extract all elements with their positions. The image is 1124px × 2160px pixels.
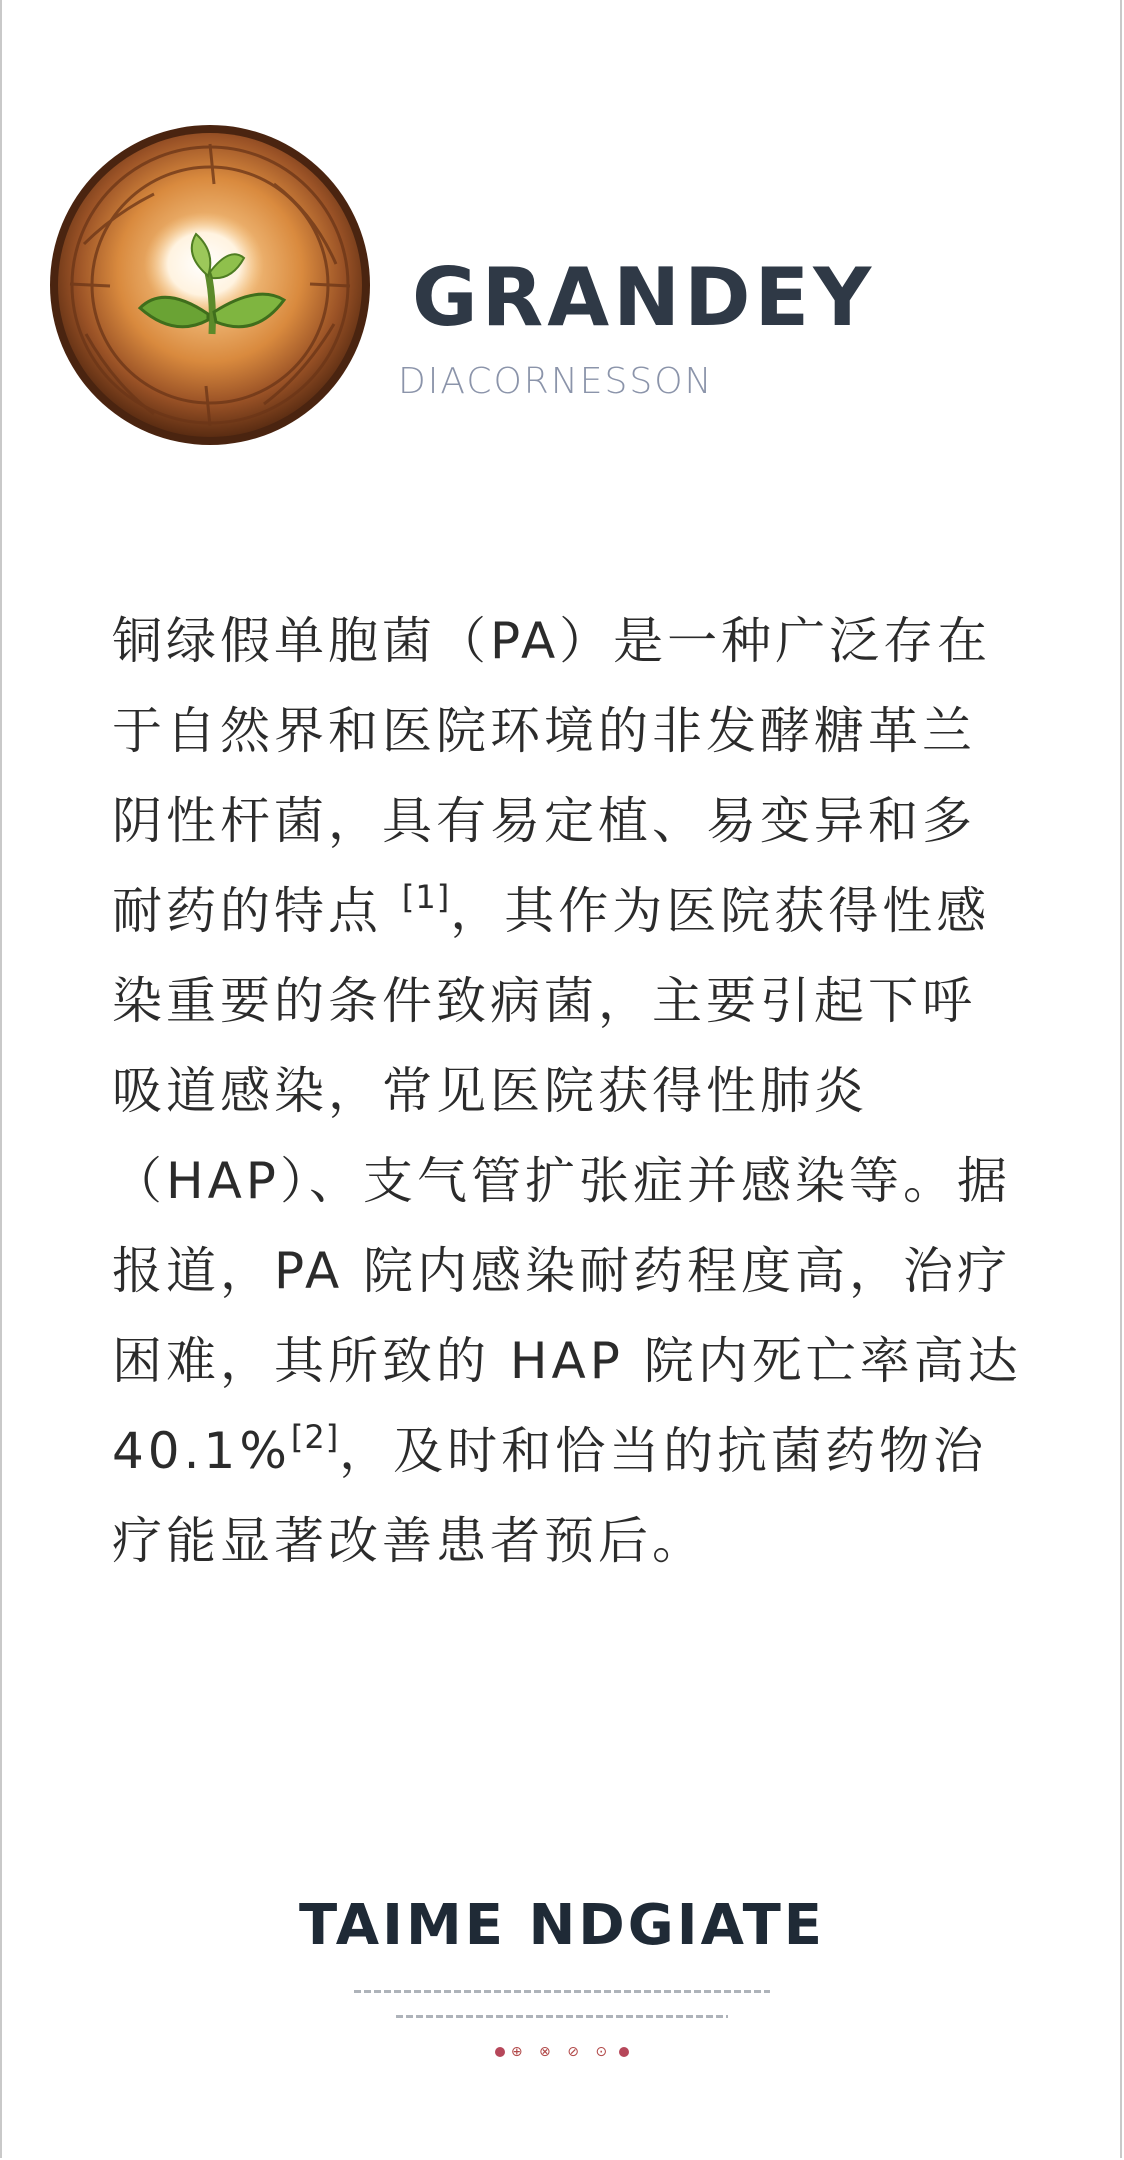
article-paragraph (112, 596, 1022, 1586)
footer-dot-icon (495, 2047, 505, 2057)
footer-marks-text: ⊕ ⊗ ⊘ ⊙ (510, 2044, 614, 2060)
article-text-part-2: ，其作为医院获得性感染重要的条件致病菌，主要引起下呼吸道感染，常见医院获得性肺炎（HAP）、支气管扩张症并感染等。据报道，PA 院内感染耐药程度高，治疗困难，其所致的 HAP 院内死亡率高达 40.1% (112, 882, 1022, 1480)
footer-fine-print-line (396, 2015, 728, 2018)
brand-title: GRANDEY (412, 251, 876, 344)
article-text-part-3: ，及时和恰当的抗菌药物治疗能显著改善患者预后。 (112, 1422, 988, 1570)
footer-marks (0, 2044, 1124, 2060)
footer-fine-print-line (354, 1990, 770, 1993)
brand-logo (44, 124, 376, 446)
seedling-in-wood-circle-icon (44, 124, 376, 446)
brand-subtitle: DIACORNESSON (398, 361, 714, 402)
footer-title: TAIME NDGIATE (298, 1893, 826, 1958)
footer-dot-icon (619, 2047, 629, 2057)
article-text-part-1: 铜绿假单胞菌（PA）是一种广泛存在于自然界和医院环境的非发酵糖革兰阴性杆菌，具有易定植、易变异和多耐药的特点 (112, 612, 992, 940)
citation-ref-2[interactable]: [2] (290, 1418, 340, 1456)
citation-ref-1[interactable]: [1] (401, 878, 451, 916)
footer-fine-print (0, 1990, 1124, 2018)
